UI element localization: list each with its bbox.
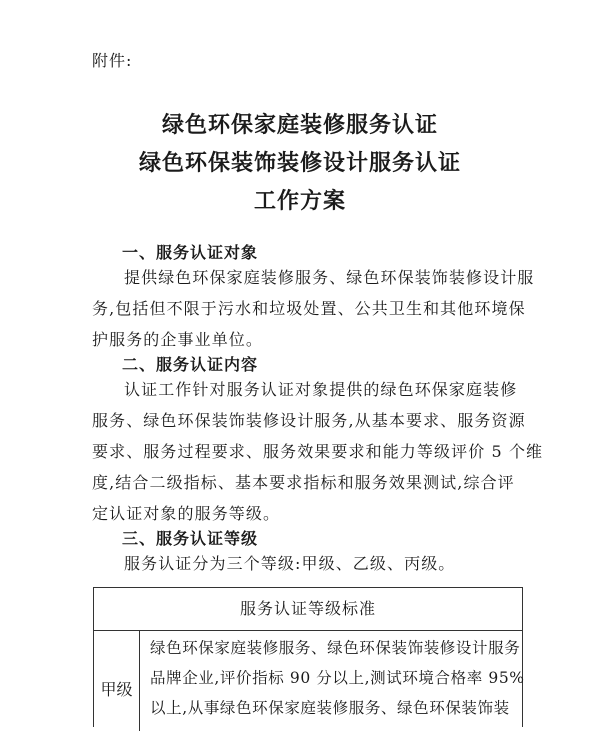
grade-standard-table bbox=[93, 587, 523, 727]
description-line: 品牌企业,评价指标 90 分以上,测试环境合格率 95% bbox=[150, 669, 525, 687]
title-line-1: 绿色环保家庭装修服务认证 bbox=[161, 112, 438, 138]
title-line-3: 工作方案 bbox=[253, 188, 346, 214]
body-line: 认证工作针对服务认证对象提供的绿色环保家庭装修 bbox=[124, 380, 518, 399]
body-line: 务,包括但不限于污水和垃圾处置、公共卫生和其他环境保 bbox=[92, 299, 526, 318]
section-body-1 bbox=[92, 262, 535, 355]
section-heading-2: 二、服务认证内容 bbox=[122, 355, 259, 374]
section-body-3 bbox=[92, 548, 516, 579]
title-line-2: 绿色环保装饰装修设计服务认证 bbox=[138, 150, 461, 176]
body-line: 提供绿色环保家庭装修服务、绿色环保装饰装修设计服 bbox=[124, 268, 535, 287]
body-line: 服务、绿色环保装饰装修设计服务,从基本要求、服务资源 bbox=[92, 411, 526, 430]
grade-cell: 甲级 bbox=[94, 631, 140, 731]
section-body-2 bbox=[92, 374, 544, 529]
description-cell bbox=[150, 633, 525, 723]
description-line: 以上,从事绿色环保家庭装修服务、绿色环保装饰装 bbox=[150, 699, 510, 717]
table-header: 服务认证等级标准 bbox=[94, 588, 522, 631]
section-heading-1: 一、服务认证对象 bbox=[122, 243, 259, 262]
table-row bbox=[94, 631, 525, 731]
body-line: 定认证对象的服务等级。 bbox=[92, 504, 281, 523]
body-line: 度,结合二级指标、基本要求指标和服务效果测试,综合评 bbox=[92, 473, 515, 492]
body-line: 要求、服务过程要求、服务效果要求和能力等级评价 5 个维 bbox=[92, 442, 544, 461]
description-line: 绿色环保家庭装修服务、绿色环保装饰装修设计服务 bbox=[150, 639, 521, 657]
body-line: 护服务的企事业单位。 bbox=[92, 330, 264, 349]
section-heading-3: 三、服务认证等级 bbox=[122, 529, 259, 548]
body-line: 服务认证分为三个等级:甲级、乙级、丙级。 bbox=[124, 554, 456, 573]
attachment-label: 附件: bbox=[92, 51, 133, 70]
